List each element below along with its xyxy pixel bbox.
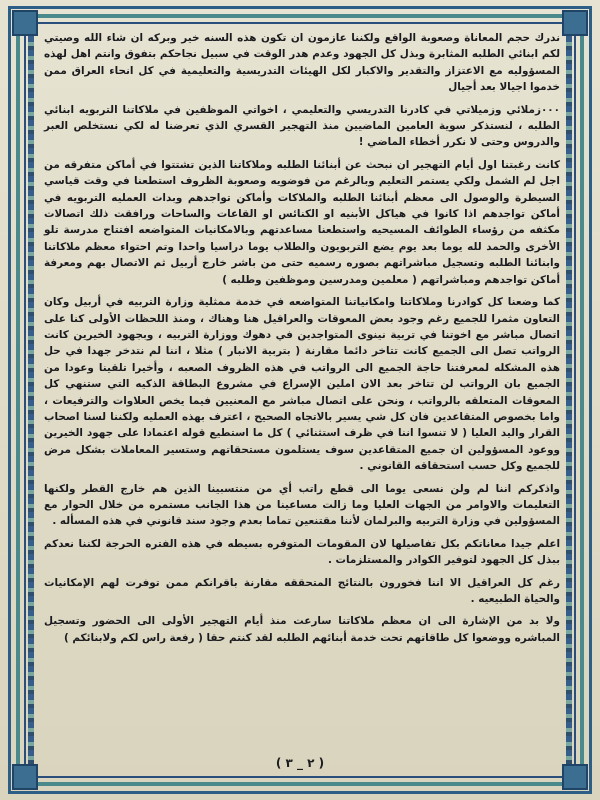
paragraph-7: رغم كل العراقيل الا اننا فخورون بالنتائج المتحققه مقارنة باقرانكم ممن توفرت لهم الإمكانيات والحياة الطبيعيه .	[44, 576, 560, 605]
border-ornament-left	[28, 22, 34, 778]
border-ornament-right	[566, 22, 572, 778]
corner-ornament-top-right	[562, 10, 588, 36]
paragraph-6: اعلم جيدا معاناتكم بكل تفاصيلها لان المقومات المتوفره بسيطه في هذه الفتره الحرجة لكننا نعدكم ببذل كل الجهود لتوفير الكوادر والمستلزمات .	[44, 537, 560, 567]
paragraph-8: ولا بد من الإشارة الى ان معظم ملاكاتنا سارعت منذ أيام التهجير الأولى الى الحضور وتسجيل المباشره ووضعوا كل طاقاتهم تحت خدمة أبنائهم الطلبه لقد كنتم حقا ( رفعة راس لكم ولابنائكم )	[44, 615, 560, 644]
paragraph-4: كما وضعنا كل كوادرنا وملاكاتنا وامكانياتنا المتواضعه في خدمة ممثلية وزارة التربيه في أربيل وكان التعاون مثمرا للجميع رغم وجود بعض المعوقات والعراقيل هنا وهناك ، ومنذ اللحظات الأولى كنا على اتصال مباشر مع اخوتنا في تربية نينوى المتواجدين في دهوك ووزارة التربيه ، وبجهود الخيرين كانت الرواتب تصل الى الجميع كانت تتاخر دائما مقارنة ( بتربية الانبار ) مثلا ، اننا لم نتدخر جهدا في حل هذه المشكله لمعرفتنا حاجة الجميع الى الرواتب في هذه الظروف الصعبه ، وأخيرا تلقينا وعودا من الجميع بان الرواتب لن تتاخر بعد الان املين الإسراع في مشروع البطاقة الذكيه التي ستنهي كل المعوقات المتعلقه بالرواتب ، ونحن على اتصال مباشر مع المعنيين فيما يخص العلاوات والترفيعات ، واما بخصوص المتقاعدين فان كل شي يسير بالاتجاه الصحيح ، اعترف بهذه العمليه ولكننا لسنا اصحاب القرار واليد العليا ( لا تنسوا اننا في ظرف استثنائي ) كل ما استطيع قوله اعتمادا على جهود الخيرين ووعود المسؤولين ان جميع المتقاعدين سوف يستلمون مستحقاتهم وستسير المعاملات بشكل مرض للجميع وكل حسب استحقاقه القانوني .	[44, 296, 560, 473]
corner-ornament-top-left	[12, 10, 38, 36]
paragraph-3: كانت رغبتنا اول أيام التهجير ان نبحث عن أبنائنا الطلبه وملاكاتنا الذين تشتتوا في أماكن متفرقه من اجل لم الشمل ولكي يستمر التعليم وبالرغم من فوضويه وصعوبة الظروف استطعنا في وقت قياسي السيطرة والوصول الى معظم أبنائنا الطلبه والملاكات وأماكن تواجدهم وبدات العمليه التربويه في أماكن تواجدهم اذا كانوا في هياكل الأبنيه او الكنائس او القاعات والساحات ورافقت ذلك اتصالات مكثفه من رؤساء الطوائف المسيحيه واستطعنا مساعدتهم وبالامكانيات المتواضعه افتتاح مدرسة تلو الأخرى والحمد لله يوما بعد يوم يضع التربويون والطلاب يوما دراسيا واحدا وتم احتواء معظم ملاكاتنا وابنائنا الطلبه وتسجيل مباشراتهم بصوره رسميه حتى من باشر خارج أربيل ثم الاتصال بهم ومعرفة أماكن تواجدهم ومباشراتهم ( معلمين ومدرسين وموظفين وطلبه )	[44, 158, 560, 286]
letter-body	[44, 30, 560, 772]
page-number: ( ٢ _ ٣ )	[275, 756, 325, 770]
paragraph-1: ندرك حجم المعاناة وصعوبة الواقع ولكننا عازمون ان تكون هذه السنه خير وبركه ان شاء الله وصيتي لكم ابنائي الطلبه المثابرة وبذل كل الجهود وعدم هدر الوقت في سبيل نجاحكم بتفوق وانتم اهل لهذه المسؤوليه مع الاعتزاز والتقدير والاكبار لكل الهيئات التدريسية والتعليمية في كل انحاء العراق ممن خدموا اجيالا بعد أجيال	[44, 32, 560, 94]
paragraph-5: واذكركم اننا لم ولن نسعى يوما الى قطع راتب أي من منتسبينا الذين هم خارج القطر ولكنها التعليمات والاوامر من الجهات العليا وما زالت مساعينا من هذا الجانب مستمره من خلال الحوار مع المسؤولين في وزارة التربيه والبرلمان لأننا مقتنعين تماما بعدم وجود سند قانوني في هذه المسأله .	[44, 482, 560, 528]
paragraph-2: ٠٠٠زملائي وزميلاتي في كادرنا التدريسي والتعليمي ، اخواتي الموظفين في ملاكاتنا التربويه ابنائي الطلبه ، لنستذكر سوية العامين الماضيين منذ التهجير القسري الذي تعرضنا له لكي نستخلص العبر والدروس وحتى لا نكرر أخطاء الماضي !	[44, 103, 560, 149]
